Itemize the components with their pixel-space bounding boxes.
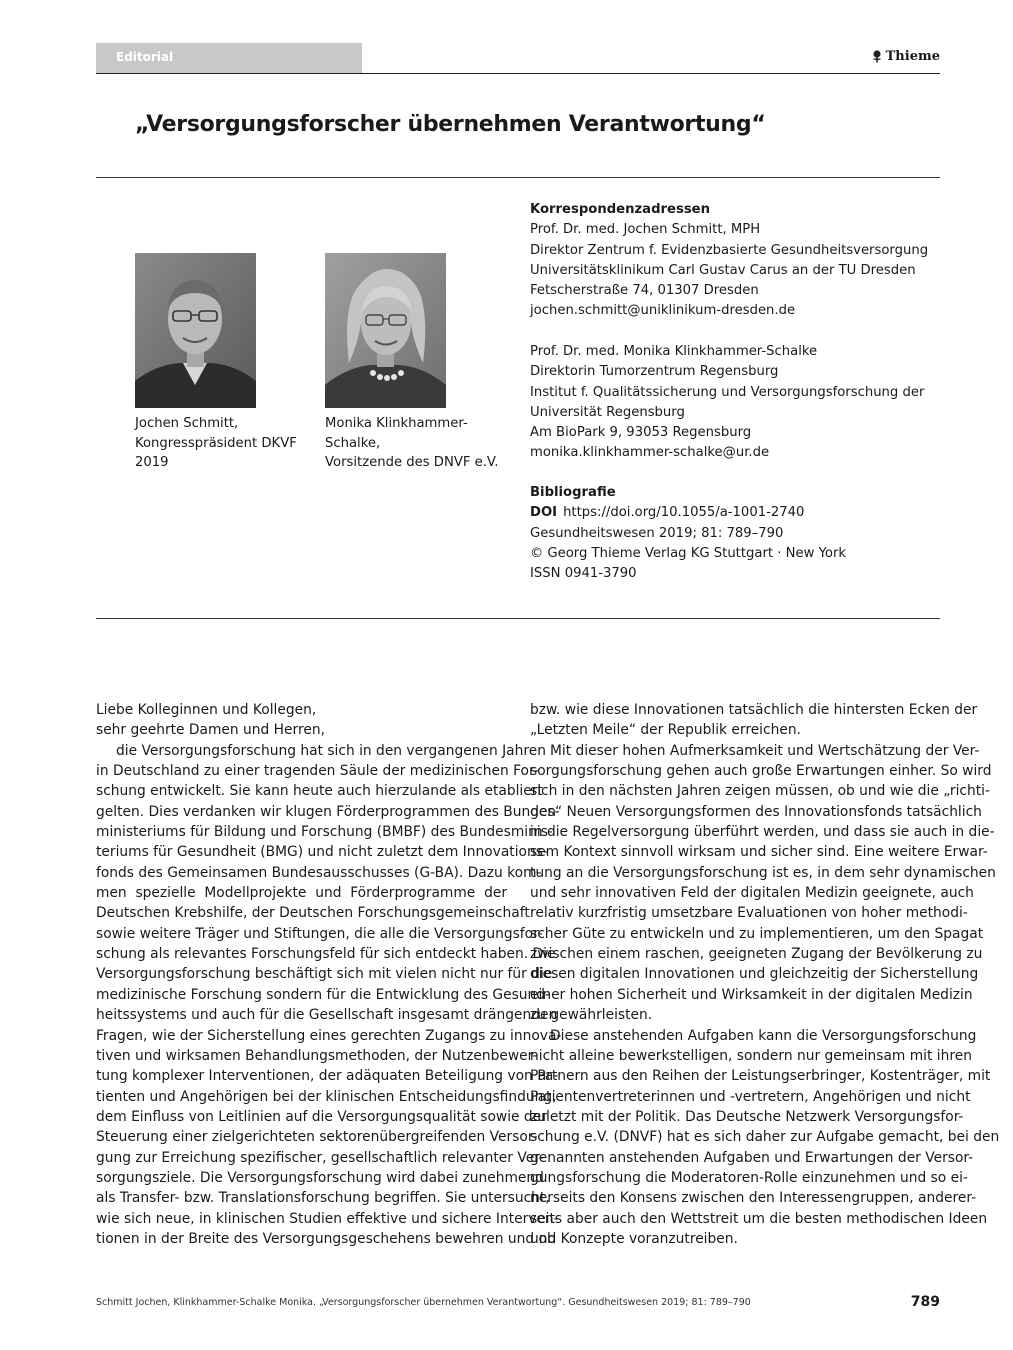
- body-line: tionen in der Breite des Versorgungsgeschehens bewehren und ob: [96, 1230, 556, 1247]
- email-link[interactable]: monika.klinkhammer-schalke@ur.de: [530, 445, 770, 461]
- body-line: Fragen, wie der Sicherstellung eines gerechten Zugangs zu innova-: [96, 1027, 562, 1044]
- thieme-logo-icon: [871, 50, 883, 63]
- body-line: teriums für Gesundheit (BMG) und nicht zuletzt dem Innovations-: [96, 844, 548, 861]
- body-line: sich in den nächsten Jahren zeigen müssen, ob und wie die „richti-: [530, 783, 990, 800]
- body-line: nerseits den Konsens zwischen den Interessengruppen, anderer-: [530, 1190, 977, 1207]
- publisher-line: © Georg Thieme Verlag KG Stuttgart · New York: [530, 545, 847, 561]
- body-column-right: [530, 700, 1000, 1249]
- footer-citation: Schmitt Jochen, Klinkhammer-Schalke Monika. „Versorgungsforscher übernehmen Verantwortung“. Gesundheitswesen 2019; 81: 789–790: [96, 1297, 751, 1308]
- caption-line: Vorsitzende des DNVF e.V.: [325, 455, 499, 470]
- body-line: zu gewährleisten.: [530, 1007, 653, 1024]
- body-line: schung als relevantes Forschungsfeld für sich entdeckt haben. Die: [96, 946, 556, 963]
- body-line: in Deutschland zu einer tragenden Säule der medizinischen For-: [96, 763, 539, 780]
- section-label: Editorial: [96, 43, 362, 73]
- email-link[interactable]: jochen.schmitt@uniklinikum-dresden.de: [530, 303, 796, 319]
- author-caption-2: [325, 414, 515, 473]
- doi-link[interactable]: https://doi.org/10.1055/a-1001-2740: [563, 505, 805, 521]
- address-line: Prof. Dr. med. Monika Klinkhammer-Schalke: [530, 344, 818, 359]
- body-line: men spezielle Modellprojekte und Förderprogramme der: [96, 885, 507, 902]
- body-line: ministeriums für Bildung und Forschung (BMBF) des Bundesminis-: [96, 824, 553, 841]
- page-number: 789: [910, 1294, 940, 1310]
- correspondence-heading: Korrespondenzadressen: [530, 202, 711, 217]
- caption-line: 2019: [135, 455, 169, 470]
- correspondence-address-2: [530, 342, 935, 464]
- doi-line: [530, 503, 935, 523]
- caption-line: Jochen Schmitt,: [135, 416, 239, 431]
- author-photo-jochen-schmitt: [135, 253, 256, 408]
- header-rule: [96, 73, 940, 74]
- body-line: schung e.V. (DNVF) hat es sich daher zur Aufgabe gemacht, bei den: [530, 1129, 1000, 1146]
- body-line: in die Regelversorgung überführt werden, und dass sie auch in die-: [530, 824, 995, 841]
- body-line: scher Güte zu entwickeln und zu implementieren, um den Spagat: [530, 925, 984, 942]
- title-rule: [96, 177, 940, 178]
- body-line: Diese anstehenden Aufgaben kann die Versorgungsforschung: [550, 1027, 977, 1044]
- body-line: heitssystems und auch für die Gesellschaft insgesamt drängenden: [96, 1007, 558, 1024]
- address-line: Am BioPark 9, 93053 Regensburg: [530, 425, 752, 441]
- body-line: diesen digitalen Innovationen und gleichzeitig der Sicherstellung: [530, 966, 979, 983]
- body-line: die Versorgungsforschung hat sich in den vergangenen Jahren: [116, 742, 546, 759]
- caption-line: Kongresspräsident DKVF: [135, 435, 297, 451]
- body-line: einer hohen Sicherheit und Wirksamkeit in der digitalen Medizin: [530, 986, 973, 1003]
- body-line: sorgungsziele. Die Versorgungsforschung wird dabei zunehmend: [96, 1169, 544, 1186]
- body-line: medizinische Forschung sondern für die Entwicklung des Gesund-: [96, 986, 551, 1003]
- body-line: Steuerung einer zielgerichteten sektorenübergreifenden Versor-: [96, 1129, 538, 1146]
- author-photo-monika-klinkhammer-schalke: [325, 253, 446, 408]
- body-line: Patientenvertreterinnen und -vertretern, Angehörigen und nicht: [530, 1088, 971, 1105]
- body-line: zwischen einem raschen, geeigneten Zugang der Bevölkerung zu: [530, 946, 983, 963]
- body-line: genannten anstehenden Aufgaben und Erwartungen der Versor-: [530, 1149, 974, 1166]
- publisher-brand: [871, 49, 940, 64]
- address-line: Fetscherstraße 74, 01307 Dresden: [530, 283, 759, 299]
- body-line: Mit dieser hohen Aufmerksamkeit und Wertschätzung der Ver-: [550, 742, 980, 759]
- body-line: sorgungsforschung gehen auch große Erwartungen einher. So wird: [530, 763, 992, 780]
- body-line: sowie weitere Träger und Stiftungen, die alle die Versorgungsfor-: [96, 925, 543, 942]
- issn-line: ISSN 0941-3790: [530, 566, 637, 582]
- body-line: als Transfer- bzw. Translationsforschung begriffen. Sie untersucht,: [96, 1190, 550, 1207]
- address-line: Prof. Dr. med. Jochen Schmitt, MPH: [530, 222, 761, 238]
- article-title: „Versorgungsforscher übernehmen Verantwortung“: [135, 112, 766, 137]
- body-line: „Letzten Meile“ der Republik erreichen.: [530, 722, 801, 739]
- body-line: gelten. Dies verdanken wir klugen Förderprogrammen des Bundes-: [96, 803, 560, 820]
- correspondence-address-1: [530, 200, 935, 322]
- bibliography: [530, 483, 935, 584]
- bibliography-heading: Bibliografie: [530, 485, 616, 500]
- address-line: Universitätsklinikum Carl Gustav Carus an der TU Dresden: [530, 262, 916, 278]
- body-line: zuletzt mit der Politik. Das Deutsche Netzwerk Versorgungsfor-: [530, 1108, 964, 1125]
- author-caption-1: [135, 414, 310, 473]
- body-line: wie sich neue, in klinischen Studien effektive und sichere Interven-: [96, 1210, 559, 1227]
- address-line: Institut f. Qualitätssicherung und Versorgungsforschung der: [530, 384, 925, 400]
- body-line: seits aber auch den Wettstreit um die besten methodischen Ideen: [530, 1210, 988, 1227]
- body-line: relativ kurzfristig umsetzbare Evaluationen von hoher methodi-: [530, 905, 968, 922]
- body-line: sem Kontext sinnvoll wirksam und sicher sind. Eine weitere Erwar-: [530, 844, 988, 861]
- body-line: nicht alleine bewerkstelligen, sondern nur gemeinsam mit ihren: [530, 1047, 972, 1064]
- body-column-left: [96, 700, 562, 1249]
- body-line: gungsforschung die Moderatoren-Rolle einzunehmen und so ei-: [530, 1169, 968, 1186]
- body-line: und Konzepte voranzutreiben.: [530, 1230, 738, 1247]
- body-line: gung zur Erreichung spezifischer, gesellschaftlich relevanter Ver-: [96, 1149, 544, 1166]
- body-line: sehr geehrte Damen und Herren,: [96, 722, 325, 739]
- address-line: Direktorin Tumorzentrum Regensburg: [530, 364, 779, 380]
- front-matter-rule: [96, 618, 940, 619]
- body-line: tung an die Versorgungsforschung ist es, in dem sehr dynamischen: [530, 864, 996, 881]
- doi-label: DOI: [530, 505, 558, 521]
- body-line: gen“ Neuen Versorgungsformen des Innovationsfonds tatsächlich: [530, 803, 982, 820]
- body-line: bzw. wie diese Innovationen tatsächlich die hintersten Ecken der: [530, 702, 978, 718]
- citation-line: Gesundheitswesen 2019; 81: 789–790: [530, 525, 784, 541]
- body-line: und sehr innovativen Feld der digitalen Medizin geeignete, auch: [530, 885, 974, 902]
- body-line: tung komplexer Interventionen, der adäquaten Beteiligung von Pa-: [96, 1068, 559, 1085]
- caption-line: Monika Klinkhammer-Schalke,: [325, 416, 468, 451]
- body-line: Versorgungsforschung beschäftigt sich mit vielen nicht nur für die: [96, 966, 553, 983]
- address-line: Universität Regensburg: [530, 404, 685, 420]
- body-line: Liebe Kolleginnen und Kollegen,: [96, 702, 317, 718]
- body-line: tiven und wirksamen Behandlungsmethoden, der Nutzenbewer-: [96, 1047, 538, 1064]
- brand-name: Thieme: [885, 49, 940, 64]
- body-line: dem Einfluss von Leitlinien auf die Versorgungsqualität sowie der: [96, 1108, 547, 1125]
- body-line: tienten und Angehörigen bei der klinischen Entscheidungsfindung,: [96, 1088, 557, 1105]
- body-line: Deutschen Krebshilfe, der Deutschen Forschungsgemeinschaft: [96, 905, 530, 922]
- address-line: Direktor Zentrum f. Evidenzbasierte Gesundheitsversorgung: [530, 242, 929, 258]
- body-line: schung entwickelt. Sie kann heute auch hierzulande als etabliert: [96, 783, 543, 800]
- body-line: Partnern aus den Reihen der Leistungserbringer, Kostenträger, mit: [530, 1068, 991, 1085]
- body-line: fonds des Gemeinsamen Bundesausschusses (G-BA). Dazu kom-: [96, 864, 542, 881]
